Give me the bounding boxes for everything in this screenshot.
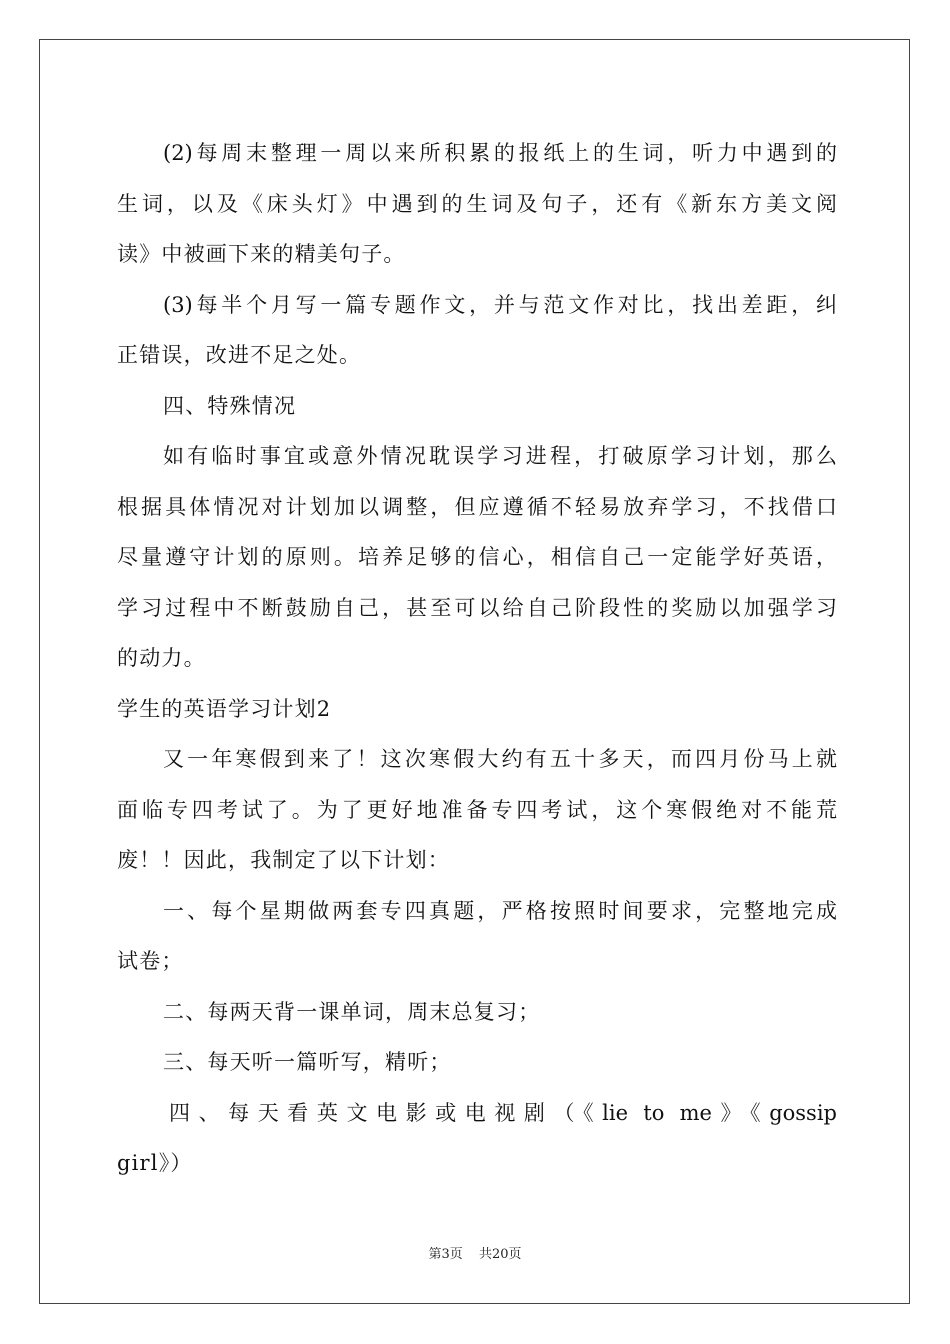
list-item: 四、每天看英文电影或电视剧（《lie to me》《gossip	[169, 1100, 837, 1125]
paragraph-line: 正错误，改进不足之处。	[117, 343, 362, 367]
paragraph-line: 又一年寒假到来了！这次寒假大约有五十多天，而四月份马上就	[163, 747, 837, 771]
paragraph-line: 根据具体情况对计划加以调整，但应遵循不轻易放弃学习，不找借口	[117, 494, 837, 519]
paragraph-line: 读》中被画下来的精美句子。	[117, 242, 406, 266]
paragraph-line: 尽量遵守计划的原则。培养足够的信心，相信自己一定能学好英语，	[117, 545, 837, 569]
page-total: 共20页	[478, 1247, 522, 1262]
list-item: 二、每两天背一课单词，周末总复习；	[163, 999, 541, 1024]
paragraph-line: 生词，以及《床头灯》中遇到的生词及句子，还有《新东方美文阅	[117, 191, 837, 216]
document-body	[117, 128, 837, 1189]
list-item: 一、每个星期做两套专四真题，严格按照时间要求，完整地完成	[163, 898, 837, 923]
section-heading: 四、特殊情况	[163, 393, 297, 418]
paragraph-line: (3)每半个月写一篇专题作文，并与范文作对比，找出差距，纠	[163, 292, 837, 317]
paragraph-line: 面临专四考试了。为了更好地准备专四考试，这个寒假绝对不能荒	[117, 797, 837, 822]
page-number: 第3页	[428, 1247, 463, 1262]
paragraph-line: 的动力。	[117, 646, 206, 670]
page-footer	[0, 1243, 950, 1262]
list-item-continuation: 试卷；	[117, 949, 184, 973]
paragraph-line: 如有临时事宜或意外情况耽误学习进程，打破原学习计划，那么	[163, 444, 837, 468]
document-title: 学生的英语学习计划2	[117, 696, 332, 721]
paragraph-line: 废！！因此，我制定了以下计划：	[117, 848, 450, 872]
paragraph-line: 学习过程中不断鼓励自己，甚至可以给自己阶段性的奖励以加强学习	[117, 595, 837, 620]
list-item-continuation: girl》）	[117, 1151, 193, 1175]
list-item: 三、每天听一篇听写，精听；	[163, 1050, 452, 1074]
paragraph-line: (2)每周末整理一周以来所积累的报纸上的生词，听力中遇到的	[163, 141, 837, 165]
